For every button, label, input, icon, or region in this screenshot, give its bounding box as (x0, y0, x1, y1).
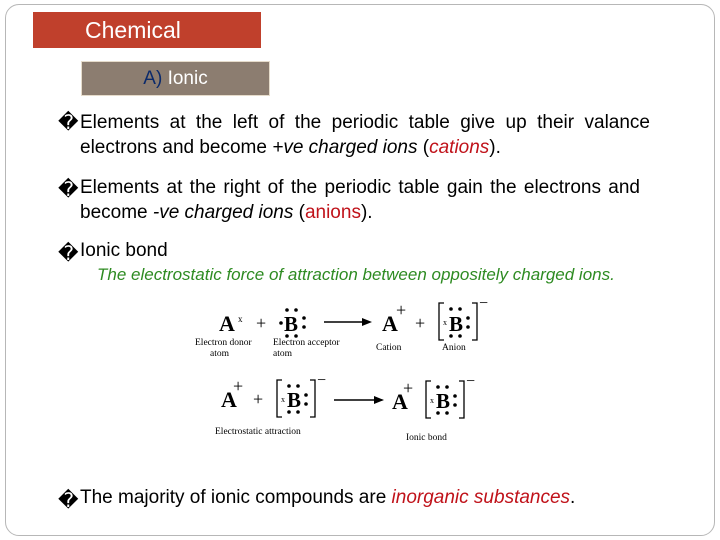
bullet-icon: � (58, 488, 79, 512)
paren-open: ( (293, 202, 305, 223)
ionic-bond-definition: The electrostatic force of attraction between oppositely charged ions. (97, 265, 615, 284)
cations-term: cations (429, 137, 490, 158)
diagram-row-1 (195, 295, 488, 359)
paren-open: ( (417, 137, 430, 158)
product-a-charge: + (403, 378, 414, 398)
plus-sign: + (253, 389, 264, 409)
bullet-icon: � (58, 110, 79, 134)
arrow-head (374, 396, 384, 404)
bullet-text: The majority of ionic compounds are (80, 487, 392, 508)
section-word: Ionic (167, 67, 208, 89)
cation-charge: + (396, 300, 407, 320)
arrow-head (362, 318, 372, 326)
bullet-icon: � (58, 177, 79, 201)
section-letter: A) (143, 67, 163, 89)
label-electrostatic: Electrostatic attraction (215, 427, 301, 437)
atom-b: B (284, 312, 299, 336)
label-ionic-bond: Ionic bond (406, 433, 447, 443)
plus-sign: + (256, 313, 267, 333)
label-donor-2: atom (210, 349, 229, 359)
label-acceptor-2: atom (273, 349, 292, 359)
product-a: A (392, 389, 408, 414)
label-donor: Electron donor (195, 338, 252, 348)
paren-close: ). (489, 137, 501, 158)
atom-a: A (219, 311, 235, 336)
electron-mark: x (281, 395, 285, 404)
ionic-bond-heading: Ionic bond (80, 240, 168, 261)
inorganic-term: inorganic substances (391, 487, 571, 508)
period: . (570, 487, 576, 508)
diagram-row-2 (215, 372, 475, 443)
electron-mark: x (430, 396, 434, 405)
anion-b: B (287, 388, 302, 412)
electron-mark: x (443, 318, 447, 327)
cation-a: A (382, 311, 398, 336)
electron-mark: x (238, 314, 243, 324)
bullet-italic-text: +ve charged ions (272, 137, 418, 158)
product-b: B (436, 389, 451, 413)
label-anion: Anion (442, 343, 466, 353)
bullet-italic-text: -ve charged ions (152, 202, 294, 223)
bracket-right (310, 380, 315, 417)
label-cation: Cation (376, 343, 402, 353)
anion-charge: − (479, 295, 489, 312)
cation-a: A (221, 387, 237, 412)
bullet-paragraph-inorganic (80, 484, 660, 512)
bracket-right (459, 381, 464, 418)
bullet-icon: � (58, 241, 79, 265)
paren-close: ). (360, 202, 373, 223)
plus-sign: + (415, 313, 426, 333)
anion-charge: − (317, 372, 327, 389)
label-acceptor: Electron acceptor (273, 338, 340, 348)
bullet-text: Elements at the left of the periodic table give up their valance electrons and become (80, 112, 650, 158)
product-b-charge: − (466, 373, 476, 390)
bracket-right (472, 303, 477, 340)
anions-term: anions (304, 202, 361, 223)
anion-b: B (449, 312, 464, 336)
cation-charge: + (233, 376, 244, 396)
bullet-text: Elements at the right of the periodic table gain the electrons and become (80, 177, 640, 223)
slide-title-text: Chemical (85, 16, 181, 43)
